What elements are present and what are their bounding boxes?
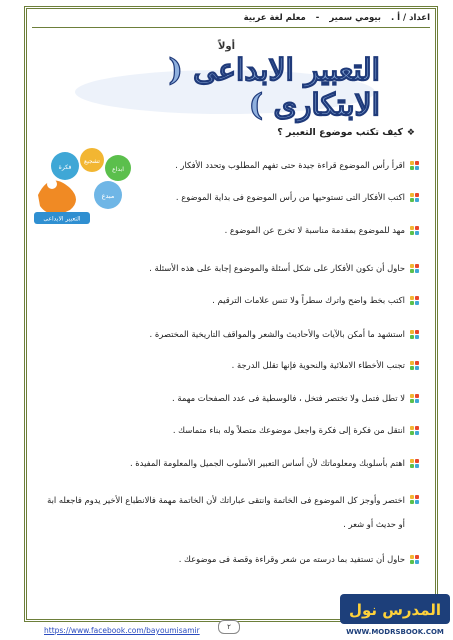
colored-bullet-icon [410,330,419,339]
header-role: معلم لغة عربية [243,13,306,23]
list-item [43,358,419,373]
list-item [43,190,419,205]
list-item [43,488,419,536]
list-item [43,456,419,471]
graphic-label-creativity: ابداع [112,166,124,173]
colored-bullet-icon [410,394,419,403]
list-item [43,261,419,276]
list-item-text: انتقل من فكرة إلى فكرة واجعل موضوعك متصلاً وله بناء متماسك . [172,425,405,435]
graphic-label-creative: مبدع [101,192,115,200]
list-item-text: اهتم بأسلوبك ومعلوماتك لأن أساس التعبير الأسلوب الجميل والمعلومة المفيدة . [129,458,405,468]
sparkle-bullet-icon: ❖ [406,127,415,138]
header-prefix: اعداد / أ . [390,13,430,23]
site-watermark-logo [340,588,450,638]
section-label: أولاً [217,41,236,52]
list-item-text: استشهد ما أمكن بالآيات والأحاديث والشعر والمواقف التاريخية المختصرة . [149,329,405,339]
list-item [43,552,419,567]
facebook-link[interactable]: https://www.facebook.com/bayoumisamir [44,626,200,635]
list-item [43,158,419,173]
colored-bullet-icon [410,264,419,273]
colored-bullet-icon [410,361,419,370]
list-item-text: تجنب الأخطاء الاملائية والنحوية فإنها تقلل الدرجة . [231,360,405,370]
creative-writing-graphic [30,140,150,230]
colored-bullet-icon [410,161,419,170]
header-author: بيومي سمير [329,13,381,23]
colored-bullet-icon [410,495,419,504]
list-item [43,327,419,342]
colored-bullet-icon [410,555,419,564]
colored-bullet-icon [410,226,419,235]
page-number: ٢ [218,620,240,634]
list-item [43,423,419,438]
header-bar [32,9,430,27]
list-item-text: مهد للموضوع بمقدمة مناسبة لا تخرج عن الموضوع . [224,225,405,235]
list-item-text: حاول أن تكون الأفكار على شكل أسئلة والموضوع إجابة على هذه الأسئلة . [149,263,405,273]
colored-bullet-icon [410,459,419,468]
list-item-text: لا تطل فتمل ولا تختصر فتخل ، فالوسطية فى عدد الصفحات مهمة . [172,393,405,403]
figure-head [47,179,57,189]
list-item-text: اختصر وأوجز كل الموضوع فى الخاتمة وانتقى عباراتك لأن الخاتمة مهمة فالانطباع الأخير يدوم فاجعله ابة أو حديث أو شعر . [47,495,405,529]
graphic-caption: التعبير الابداعى [43,215,81,223]
watermark-url: WWW.MODRSBOOK.COM [346,628,444,636]
watermark-brand: المدرس نول [348,601,442,619]
list-item-text: اكتب الأفكار التى تستوحيها من رأس الموضوع فى بداية الموضوع . [175,192,405,202]
question-heading [277,127,415,138]
page-title: التعبير الابداعى ( الابتكارى ) [168,53,380,123]
colored-bullet-icon [410,296,419,305]
colored-bullet-icon [410,193,419,202]
colored-bullet-icon [410,426,419,435]
list-item-text: حاول أن تستفيد بما درسته من شعر وقراءة وقصة فى موضوعك . [178,554,405,564]
list-item [43,223,419,238]
list-item-text: اقرأ رأس الموضوع قراءة جيدة حتى تفهم المطلوب وتحدد الأفكار . [175,160,405,170]
header-divider [32,27,430,28]
list-item [43,293,419,308]
header-dash: - [315,13,320,23]
list-item [43,391,419,406]
title-banner [70,53,380,123]
graphic-label-idea: فكرة [58,164,72,171]
question-text: كيف تكتب موضوع التعبير ؟ [277,127,403,138]
graphic-label-encourage: تشجيع [84,158,100,165]
list-item-text: اكتب بخط واضح واترك سطراً ولا تنس علامات الترقيم . [212,295,405,305]
